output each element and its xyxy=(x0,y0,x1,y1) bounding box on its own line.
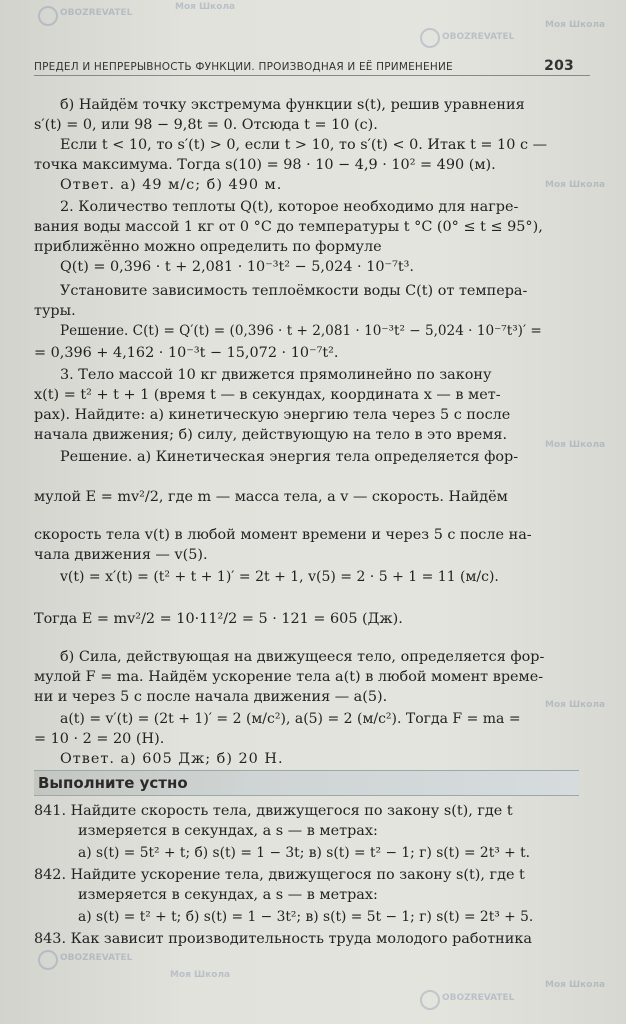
text-line: Если t < 10, то s′(t) > 0, если t > 10, то s′(t) < 0. Итак t = 10 с — xyxy=(60,137,547,153)
text-line: б) Сила, действующая на движущееся тело, определяется фор- xyxy=(60,649,545,665)
watermark-logo-icon xyxy=(420,28,440,48)
text-line: скорость тела v(t) в любой момент времени и через 5 с после на- xyxy=(34,527,532,543)
text-line: точка максимума. Тогда s(10) = 98 · 10 − 4,9 · 10² = 490 (м). xyxy=(34,157,496,173)
watermark-text: Моя Школа xyxy=(545,180,606,190)
text-line: x(t) = t² + t + 1 (время t — в секундах, координата x — в мет- xyxy=(34,387,501,403)
formula-line: = 10 · 2 = 20 (Н). xyxy=(34,731,165,747)
formula-line: a(t) = v′(t) = (2t + 1)′ = 2 (м/с²), a(5) = 2 (м/с²). Тогда F = ma = xyxy=(60,711,521,727)
watermark-text: Моя Школа xyxy=(545,980,606,990)
text-line: Установите зависимость теплоёмкости воды C(t) от темпера- xyxy=(60,283,528,299)
text-line: мулой F = ma. Найдём ускорение тела a(t) в любой момент време- xyxy=(34,669,544,685)
exercise-line: измеряется в секундах, а s — в метрах: xyxy=(78,823,378,839)
formula-line: мулой E = mv²/2, где m — масса тела, а v — скорость. Найдём xyxy=(34,489,508,505)
watermark-logo-icon xyxy=(38,950,58,970)
watermark-text: OBOZREVATEL xyxy=(442,32,515,42)
exercise-line: а) s(t) = 5t² + t; б) s(t) = 1 − 3t; в) s(t) = t² − 1; г) s(t) = 2t³ + t. xyxy=(78,845,531,861)
text-line: приближённо можно определить по формуле xyxy=(34,239,382,255)
text-line: рах). Найдите: а) кинетическую энергию тела через 5 с после xyxy=(34,407,511,423)
answer-line: Ответ. а) 49 м/с; б) 490 м. xyxy=(60,177,283,193)
watermark-text: Моя Школа xyxy=(545,20,606,30)
text-line: начала движения; б) силу, действующую на тело в это время. xyxy=(34,427,508,443)
text-line: ни и через 5 с после начала движения — a(5). xyxy=(34,689,388,705)
watermark-text: OBOZREVATEL xyxy=(60,953,133,963)
watermark-logo-icon xyxy=(420,990,440,1010)
header-rule xyxy=(34,75,590,76)
text-line: туры. xyxy=(34,303,76,319)
watermark-text: Моя Школа xyxy=(545,700,606,710)
problem-line: 3. Тело массой 10 кг движется прямолинейно по закону xyxy=(60,367,492,383)
page-header xyxy=(34,58,574,80)
watermark-text: Моя Школа xyxy=(170,970,231,980)
exercise-line: 842. Найдите ускорение тела, движущегося по закону s(t), где t xyxy=(34,867,525,883)
exercise-line: 841. Найдите скорость тела, движущегося по закону s(t), где t xyxy=(34,803,513,819)
exercise-line: измеряется в секундах, а s — в метрах: xyxy=(78,887,378,903)
exercise-line: 843. Как зависит производительность труда молодого работника xyxy=(34,931,532,947)
solution-line: Решение. а) Кинетическая энергия тела определяется фор- xyxy=(60,449,519,465)
text-line: б) Найдём точку экстремума функции s(t), решив уравнения xyxy=(60,97,525,113)
running-title: ПРЕДЕЛ И НЕПРЕРЫВНОСТЬ ФУНКЦИИ. ПРОИЗВОДНАЯ И ЕЁ ПРИМЕНЕНИЕ xyxy=(34,61,453,73)
formula-line: v(t) = x′(t) = (t² + t + 1)′ = 2t + 1, v(5) = 2 · 5 + 1 = 11 (м/с). xyxy=(60,569,499,585)
watermark-text: Моя Школа xyxy=(175,2,236,12)
formula-line: Тогда E = mv²/2 = 10·11²/2 = 5 · 121 = 605 (Дж). xyxy=(34,611,403,627)
watermark-text: OBOZREVATEL xyxy=(442,993,515,1003)
text-line: чала движения — v(5). xyxy=(34,547,208,563)
watermark-text: OBOZREVATEL xyxy=(60,8,133,18)
banner-label: Выполните устно xyxy=(38,774,188,792)
exercise-line: а) s(t) = t² + t; б) s(t) = 1 − 3t²; в) s(t) = 5t − 1; г) s(t) = 2t³ + 5. xyxy=(78,909,534,925)
text-line: вания воды массой 1 кг от 0 °C до температуры t °C (0° ≤ t ≤ 95°), xyxy=(34,219,543,235)
formula-line: Q(t) = 0,396 · t + 2,081 · 10⁻³t² − 5,024 · 10⁻⁷t³. xyxy=(60,259,415,275)
page-number: 203 xyxy=(544,58,574,74)
watermark-logo-icon xyxy=(38,6,58,26)
section-banner xyxy=(34,770,579,796)
solution-line: Решение. C(t) = Q′(t) = (0,396 · t + 2,081 · 10⁻³t² − 5,024 · 10⁻⁷t³)′ = xyxy=(60,323,542,339)
watermark-text: Моя Школа xyxy=(545,440,606,450)
formula-line: = 0,396 + 4,162 · 10⁻³t − 15,072 · 10⁻⁷t². xyxy=(34,345,339,361)
text-line: s′(t) = 0, или 98 − 9,8t = 0. Отсюда t = 10 (с). xyxy=(34,117,378,133)
answer-line: Ответ. а) 605 Дж; б) 20 Н. xyxy=(60,751,284,767)
problem-line: 2. Количество теплоты Q(t), которое необходимо для нагре- xyxy=(60,199,519,215)
